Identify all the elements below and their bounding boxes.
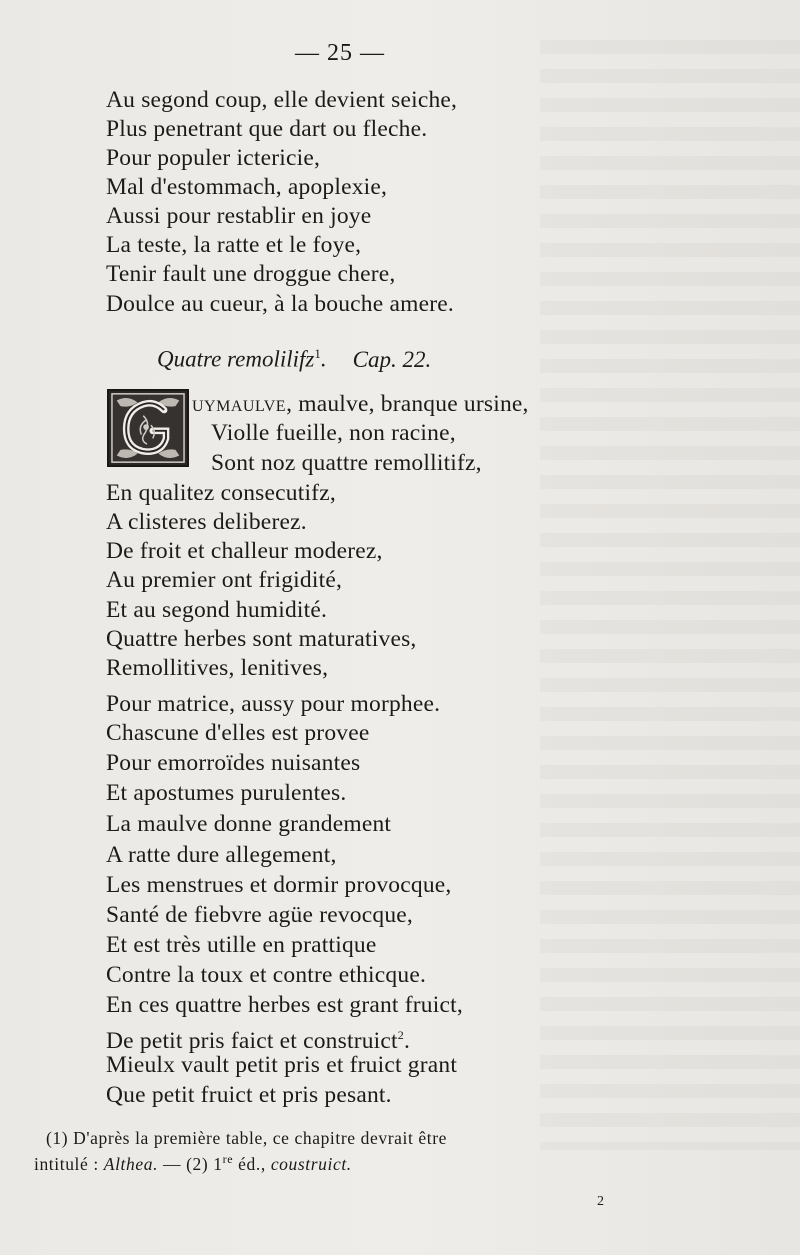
verse-line: La maulve donne grandement xyxy=(106,811,392,837)
page-number: — 25 — xyxy=(295,40,385,66)
verse-line: Que petit fruict et pris pesant. xyxy=(106,1082,392,1108)
verse-line: A clisteres deliberez. xyxy=(106,509,307,535)
verse-line: En qualitez consecutifz, xyxy=(106,480,336,506)
verse-line: Santé de fiebvre agüe revocque, xyxy=(106,902,413,928)
chapter-number: Cap. 22. xyxy=(352,346,432,372)
verse-line: Pour matrice, aussy pour morphee. xyxy=(106,691,441,717)
footnote-ref: 1 xyxy=(314,346,321,361)
signature-mark: 2 xyxy=(597,1194,604,1209)
verse-line: Les menstrues et dormir provocque, xyxy=(106,872,452,898)
verse-text: De petit pris faict et construict xyxy=(106,1027,398,1054)
verse-line: Quattre herbes sont maturatives, xyxy=(106,626,417,652)
verse-line: Tenir fault une droggue chere, xyxy=(106,261,396,287)
verse-line: Chascune d'elles est provee xyxy=(106,720,370,746)
verse-line-first xyxy=(192,390,529,419)
verse-line: Contre la toux et contre ethicque. xyxy=(106,962,427,988)
footnote-text: éd., xyxy=(233,1153,271,1174)
verse-line: Au segond coup, elle devient seiche, xyxy=(106,87,458,113)
verse-line: Et apostumes purulentes. xyxy=(106,780,347,806)
chapter-heading xyxy=(157,346,431,373)
verse-line: La teste, la ratte et le foye, xyxy=(106,232,362,258)
verse-line: Au premier ont frigidité, xyxy=(106,567,343,593)
footnote-text: — (2) 1 xyxy=(158,1153,223,1174)
footnote-sup: re xyxy=(222,1152,234,1166)
verse-end: . xyxy=(403,1027,411,1054)
verse-line: Remollitives, lenitives, xyxy=(106,655,329,681)
verse-line: Et au segond humidité. xyxy=(106,597,328,623)
footnote-2 xyxy=(34,1152,352,1175)
footnote-1: (1) D'après la première table, ce chapitre devrait être xyxy=(46,1128,448,1148)
smallcaps-word: uymaulve xyxy=(192,391,287,417)
footnote-word: coustruict. xyxy=(270,1153,352,1174)
ornate-initial-icon xyxy=(107,389,189,467)
verse-line: A ratte dure allegement, xyxy=(106,842,337,868)
verse-line: Doulce au cueur, à la bouche amere. xyxy=(106,291,454,317)
verse-line: De froit et challeur moderez, xyxy=(106,538,383,564)
footnote-title: Althea. xyxy=(103,1153,159,1174)
verse-line: Pour populer ictericie, xyxy=(106,145,321,171)
verse-line: Aussi pour restablir en joye xyxy=(106,203,372,229)
footnote-text: intitulé : xyxy=(34,1153,104,1174)
footnote-ref: 2 xyxy=(397,1028,404,1042)
verse-line: Sont noz quattre remollitifz, xyxy=(211,450,482,476)
show-through-texture xyxy=(540,40,800,1150)
verse-line: Pour emorroïdes nuisantes xyxy=(106,750,361,776)
chapter-title: Quatre remolilifz xyxy=(157,346,315,372)
verse-first-rest: , maulve, branque ursine, xyxy=(286,391,529,417)
verse-line: Mieulx vault petit pris et fruict grant xyxy=(106,1052,458,1078)
verse-line: Violle fueille, non racine, xyxy=(211,420,456,446)
verse-line: Plus penetrant que dart ou fleche. xyxy=(106,116,428,142)
chapter-title-end: . xyxy=(320,346,327,372)
verse-line: Et est très utille en prattique xyxy=(106,932,377,958)
verse-line: Mal d'estommach, apoplexie, xyxy=(106,174,388,200)
verse-line: En ces quattre herbes est grant fruict, xyxy=(106,992,463,1018)
